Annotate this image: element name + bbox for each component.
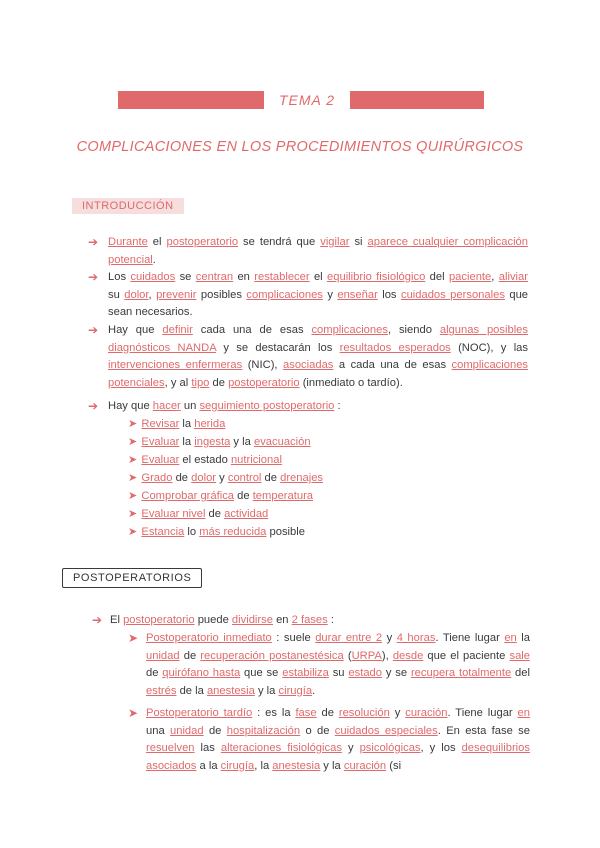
text-segment: cada una de esas: [192, 324, 312, 336]
arrow-icon: ➔: [88, 270, 99, 284]
text-segment: y la: [320, 759, 344, 772]
text-segment: y se destacarán los: [216, 341, 340, 354]
highlighted-term: dolor: [124, 288, 149, 301]
highlighted-term: 4 horas: [396, 632, 436, 644]
list-item-text: [141, 508, 268, 520]
text-segment: el: [147, 236, 167, 248]
text-segment: Los: [108, 271, 131, 283]
highlighted-term: curación: [343, 759, 387, 772]
highlighted-term: quirófano hasta: [162, 667, 241, 679]
highlighted-term: en: [504, 632, 517, 644]
highlighted-term: actividad: [224, 508, 269, 520]
title-bar-left: [118, 91, 264, 109]
text-segment: y: [382, 632, 397, 644]
highlighted-term: complicaciones: [246, 288, 323, 301]
text-segment: en: [272, 614, 292, 626]
text-segment: y: [389, 707, 406, 719]
text-segment: se tendrá que: [238, 236, 321, 248]
triangle-bullet-icon: ➤: [128, 454, 138, 466]
list-item: [128, 506, 268, 524]
text-segment: de: [179, 649, 201, 662]
highlighted-term: postoperatorio: [228, 376, 300, 389]
triangle-bullet-icon: ➤: [128, 418, 138, 430]
text-segment: de: [205, 508, 225, 520]
highlighted-term: cuidados: [130, 271, 176, 283]
text-segment: de: [316, 707, 339, 719]
triangle-bullet-icon: ➤: [128, 706, 139, 720]
arrow-icon: ➔: [88, 399, 99, 413]
intro-paragraph-3: [108, 322, 528, 392]
highlighted-term: desde: [392, 649, 424, 662]
text-segment: : es la: [252, 707, 296, 719]
highlighted-term: Estancia: [141, 526, 185, 538]
highlighted-term: anestesia: [206, 684, 255, 697]
highlighted-term: en: [517, 707, 530, 719]
highlighted-term: definir: [162, 324, 193, 336]
section-label-postoperatorios: POSTOPERATORIOS: [62, 568, 202, 588]
text-segment: . En esta fase se: [437, 724, 530, 737]
text-segment: ,: [491, 271, 499, 283]
text-segment: a la: [196, 759, 221, 772]
intro-paragraph-1: [108, 234, 528, 269]
highlighted-term: control: [227, 472, 262, 484]
text-segment: de: [146, 667, 163, 679]
list-item: [128, 470, 323, 488]
highlighted-term: URPA: [351, 649, 382, 662]
text-segment: . Tiene lugar: [435, 632, 505, 644]
highlighted-term: nutricional: [230, 454, 282, 466]
list-item-text: [141, 490, 313, 502]
text-segment: y se: [381, 667, 411, 679]
highlighted-term: fase: [295, 707, 317, 719]
highlighted-term: algunas posibles diagnósticos NANDA: [108, 324, 528, 354]
text-segment: , siendo: [387, 324, 440, 336]
highlighted-term: complicaciones: [311, 324, 388, 336]
highlighted-term: cirugía: [278, 684, 313, 697]
text-segment: posible: [266, 526, 305, 538]
text-segment: y la: [230, 436, 254, 448]
highlighted-term: ingesta: [194, 436, 231, 448]
text-segment: de: [172, 472, 192, 484]
text-segment: (NOC), y las: [450, 341, 528, 354]
text-segment: (inmediato o tardío).: [299, 376, 403, 389]
text-segment: (si: [386, 759, 402, 772]
highlighted-term: dolor: [191, 472, 217, 484]
text-segment: el: [309, 271, 328, 283]
highlighted-term: alteraciones fisiológicas: [220, 742, 342, 754]
text-segment: de: [234, 490, 253, 502]
text-segment: las: [194, 742, 221, 754]
highlighted-term: prevenir: [156, 288, 197, 301]
highlighted-term: desequilibrios asociados: [146, 742, 530, 772]
highlighted-term: hospitalización: [226, 724, 301, 737]
text-segment: , y los: [420, 742, 462, 754]
highlighted-term: Comprobar gráfica: [141, 490, 235, 502]
triangle-bullet-icon: ➤: [128, 631, 139, 645]
list-item: [128, 524, 305, 542]
post-phase-inmediato: [146, 630, 530, 700]
highlighted-term: recupera totalmente: [410, 667, 512, 679]
intro-paragraph-2: [108, 269, 528, 322]
highlighted-term: cirugía: [220, 759, 255, 772]
list-item-text: [141, 526, 305, 538]
text-segment: ),: [381, 649, 393, 662]
list-item-text: [141, 454, 282, 466]
intro-paragraph-4: [108, 398, 528, 416]
text-segment: la: [516, 632, 530, 644]
highlighted-term: tipo: [191, 376, 210, 389]
text-segment: de: [203, 724, 227, 737]
text-segment: del: [511, 667, 530, 679]
text-segment: y: [322, 288, 338, 301]
highlighted-term: unidad: [146, 649, 180, 662]
highlighted-term: paciente: [448, 271, 492, 283]
text-segment: de la: [176, 684, 207, 697]
text-segment: del: [425, 271, 449, 283]
text-segment: (NIC),: [242, 359, 284, 371]
text-segment: si: [349, 236, 368, 248]
text-segment: el estado: [179, 454, 231, 466]
text-segment: : suele: [271, 632, 316, 644]
text-segment: o de: [300, 724, 335, 737]
text-segment: a cada una de esas: [333, 359, 452, 371]
list-item-text: [141, 472, 323, 484]
highlighted-term: estabiliza: [282, 667, 329, 679]
highlighted-term: Evaluar nivel: [141, 508, 206, 520]
highlighted-term: estado: [348, 667, 382, 679]
post-paragraph-1: [110, 612, 530, 630]
highlighted-term: enseñar: [337, 288, 378, 301]
highlighted-term: restablecer: [254, 271, 310, 283]
arrow-icon: ➔: [88, 235, 99, 249]
highlighted-term: postoperatorio: [123, 614, 195, 626]
page-title: COMPLICACIONES EN LOS PROCEDIMIENTOS QUIRÚRGICOS: [76, 139, 524, 155]
text-segment: posibles: [196, 288, 247, 301]
highlighted-term: Evaluar: [141, 436, 180, 448]
highlighted-term: psicológicas: [359, 742, 421, 754]
post-phase-tardio: [146, 705, 530, 775]
text-segment: la: [179, 436, 195, 448]
highlighted-term: Grado: [141, 472, 173, 484]
text-segment: que se: [240, 667, 283, 679]
highlighted-term: 2 fases: [291, 614, 328, 626]
title-bar-right: [350, 91, 484, 109]
text-segment: un: [180, 400, 200, 412]
text-segment: de: [209, 376, 229, 389]
list-item: [128, 488, 313, 506]
highlighted-term: asociadas: [283, 359, 334, 371]
highlighted-term: anestesia: [272, 759, 321, 772]
highlighted-term: Revisar: [141, 418, 180, 430]
highlighted-term: más reducida: [199, 526, 267, 538]
highlighted-term: resolución: [338, 707, 390, 719]
list-item: [128, 434, 311, 452]
highlighted-term: vigilar: [320, 236, 350, 248]
triangle-bullet-icon: ➤: [128, 526, 138, 538]
tema-label: TEMA 2: [278, 92, 336, 108]
list-item: [128, 452, 282, 470]
highlighted-term: aliviar: [498, 271, 528, 283]
text-segment: los: [377, 288, 401, 301]
highlighted-term: centran: [195, 271, 234, 283]
triangle-bullet-icon: ➤: [128, 490, 138, 502]
highlighted-term: drenajes: [280, 472, 324, 484]
text-segment: puede: [194, 614, 232, 626]
text-segment: y: [216, 472, 228, 484]
triangle-bullet-icon: ➤: [128, 508, 138, 520]
highlighted-term: durar entre 2: [315, 632, 383, 644]
section-label-introduccion: INTRODUCCIÓN: [72, 198, 184, 214]
highlighted-term: herida: [194, 418, 226, 430]
highlighted-term: postoperatorio: [166, 236, 239, 248]
highlighted-term: seguimiento postoperatorio: [199, 400, 335, 412]
triangle-bullet-icon: ➤: [128, 472, 138, 484]
highlighted-term: estrés: [146, 684, 177, 697]
text-segment: :: [334, 400, 341, 412]
text-segment: se: [175, 271, 196, 283]
text-segment: la: [179, 418, 195, 430]
text-segment: su: [108, 288, 125, 301]
highlighted-term: complicaciones potenciales: [108, 359, 529, 389]
highlighted-term: cuidados especiales: [334, 724, 438, 737]
text-segment: que el paciente: [423, 649, 510, 662]
highlighted-term: equilibrio fisiológico: [327, 271, 426, 283]
text-segment: en: [233, 271, 255, 283]
highlighted-term: Postoperatorio inmediato: [146, 632, 272, 644]
list-item-text: [141, 436, 310, 448]
highlighted-term: temperatura: [252, 490, 314, 502]
text-segment: Hay que: [108, 324, 163, 336]
highlighted-term: Durante: [108, 236, 148, 248]
text-segment: de: [261, 472, 281, 484]
text-segment: y la: [254, 684, 279, 697]
highlighted-term: sale: [509, 649, 530, 662]
text-segment: , y al: [164, 376, 192, 389]
text-segment: que sean necesarios.: [108, 288, 529, 318]
highlighted-term: curación: [405, 707, 448, 719]
text-segment: (: [343, 649, 352, 662]
text-segment: .: [312, 684, 316, 697]
text-segment: su: [328, 667, 349, 679]
text-segment: :: [327, 614, 334, 626]
highlighted-term: aparece cualquier complicación potencial: [108, 236, 528, 266]
list-item: [128, 416, 225, 434]
highlighted-term: resuelven: [146, 742, 195, 754]
text-segment: lo: [184, 526, 200, 538]
highlighted-term: dividirse: [231, 614, 273, 626]
text-segment: El: [110, 614, 124, 626]
arrow-icon: ➔: [92, 613, 103, 627]
highlighted-term: unidad: [170, 724, 204, 737]
highlighted-term: cuidados personales: [400, 288, 505, 301]
highlighted-term: Postoperatorio tardío: [146, 707, 253, 719]
triangle-bullet-icon: ➤: [128, 436, 138, 448]
highlighted-term: hacer: [152, 400, 181, 412]
arrow-icon: ➔: [88, 323, 99, 337]
list-item-text: [141, 418, 225, 430]
text-segment: ,: [148, 288, 157, 301]
text-segment: .: [152, 253, 156, 266]
highlighted-term: intervenciones enfermeras: [108, 359, 243, 371]
text-segment: y: [341, 742, 360, 754]
text-segment: Hay que: [108, 400, 153, 412]
text-segment: una: [146, 724, 170, 737]
highlighted-term: recuperación postanestésica: [200, 649, 344, 662]
highlighted-term: evacuación: [253, 436, 311, 448]
highlighted-term: Evaluar: [141, 454, 180, 466]
highlighted-term: resultados esperados: [339, 341, 451, 354]
text-segment: . Tiene lugar: [447, 707, 518, 719]
text-segment: , la: [254, 759, 273, 772]
